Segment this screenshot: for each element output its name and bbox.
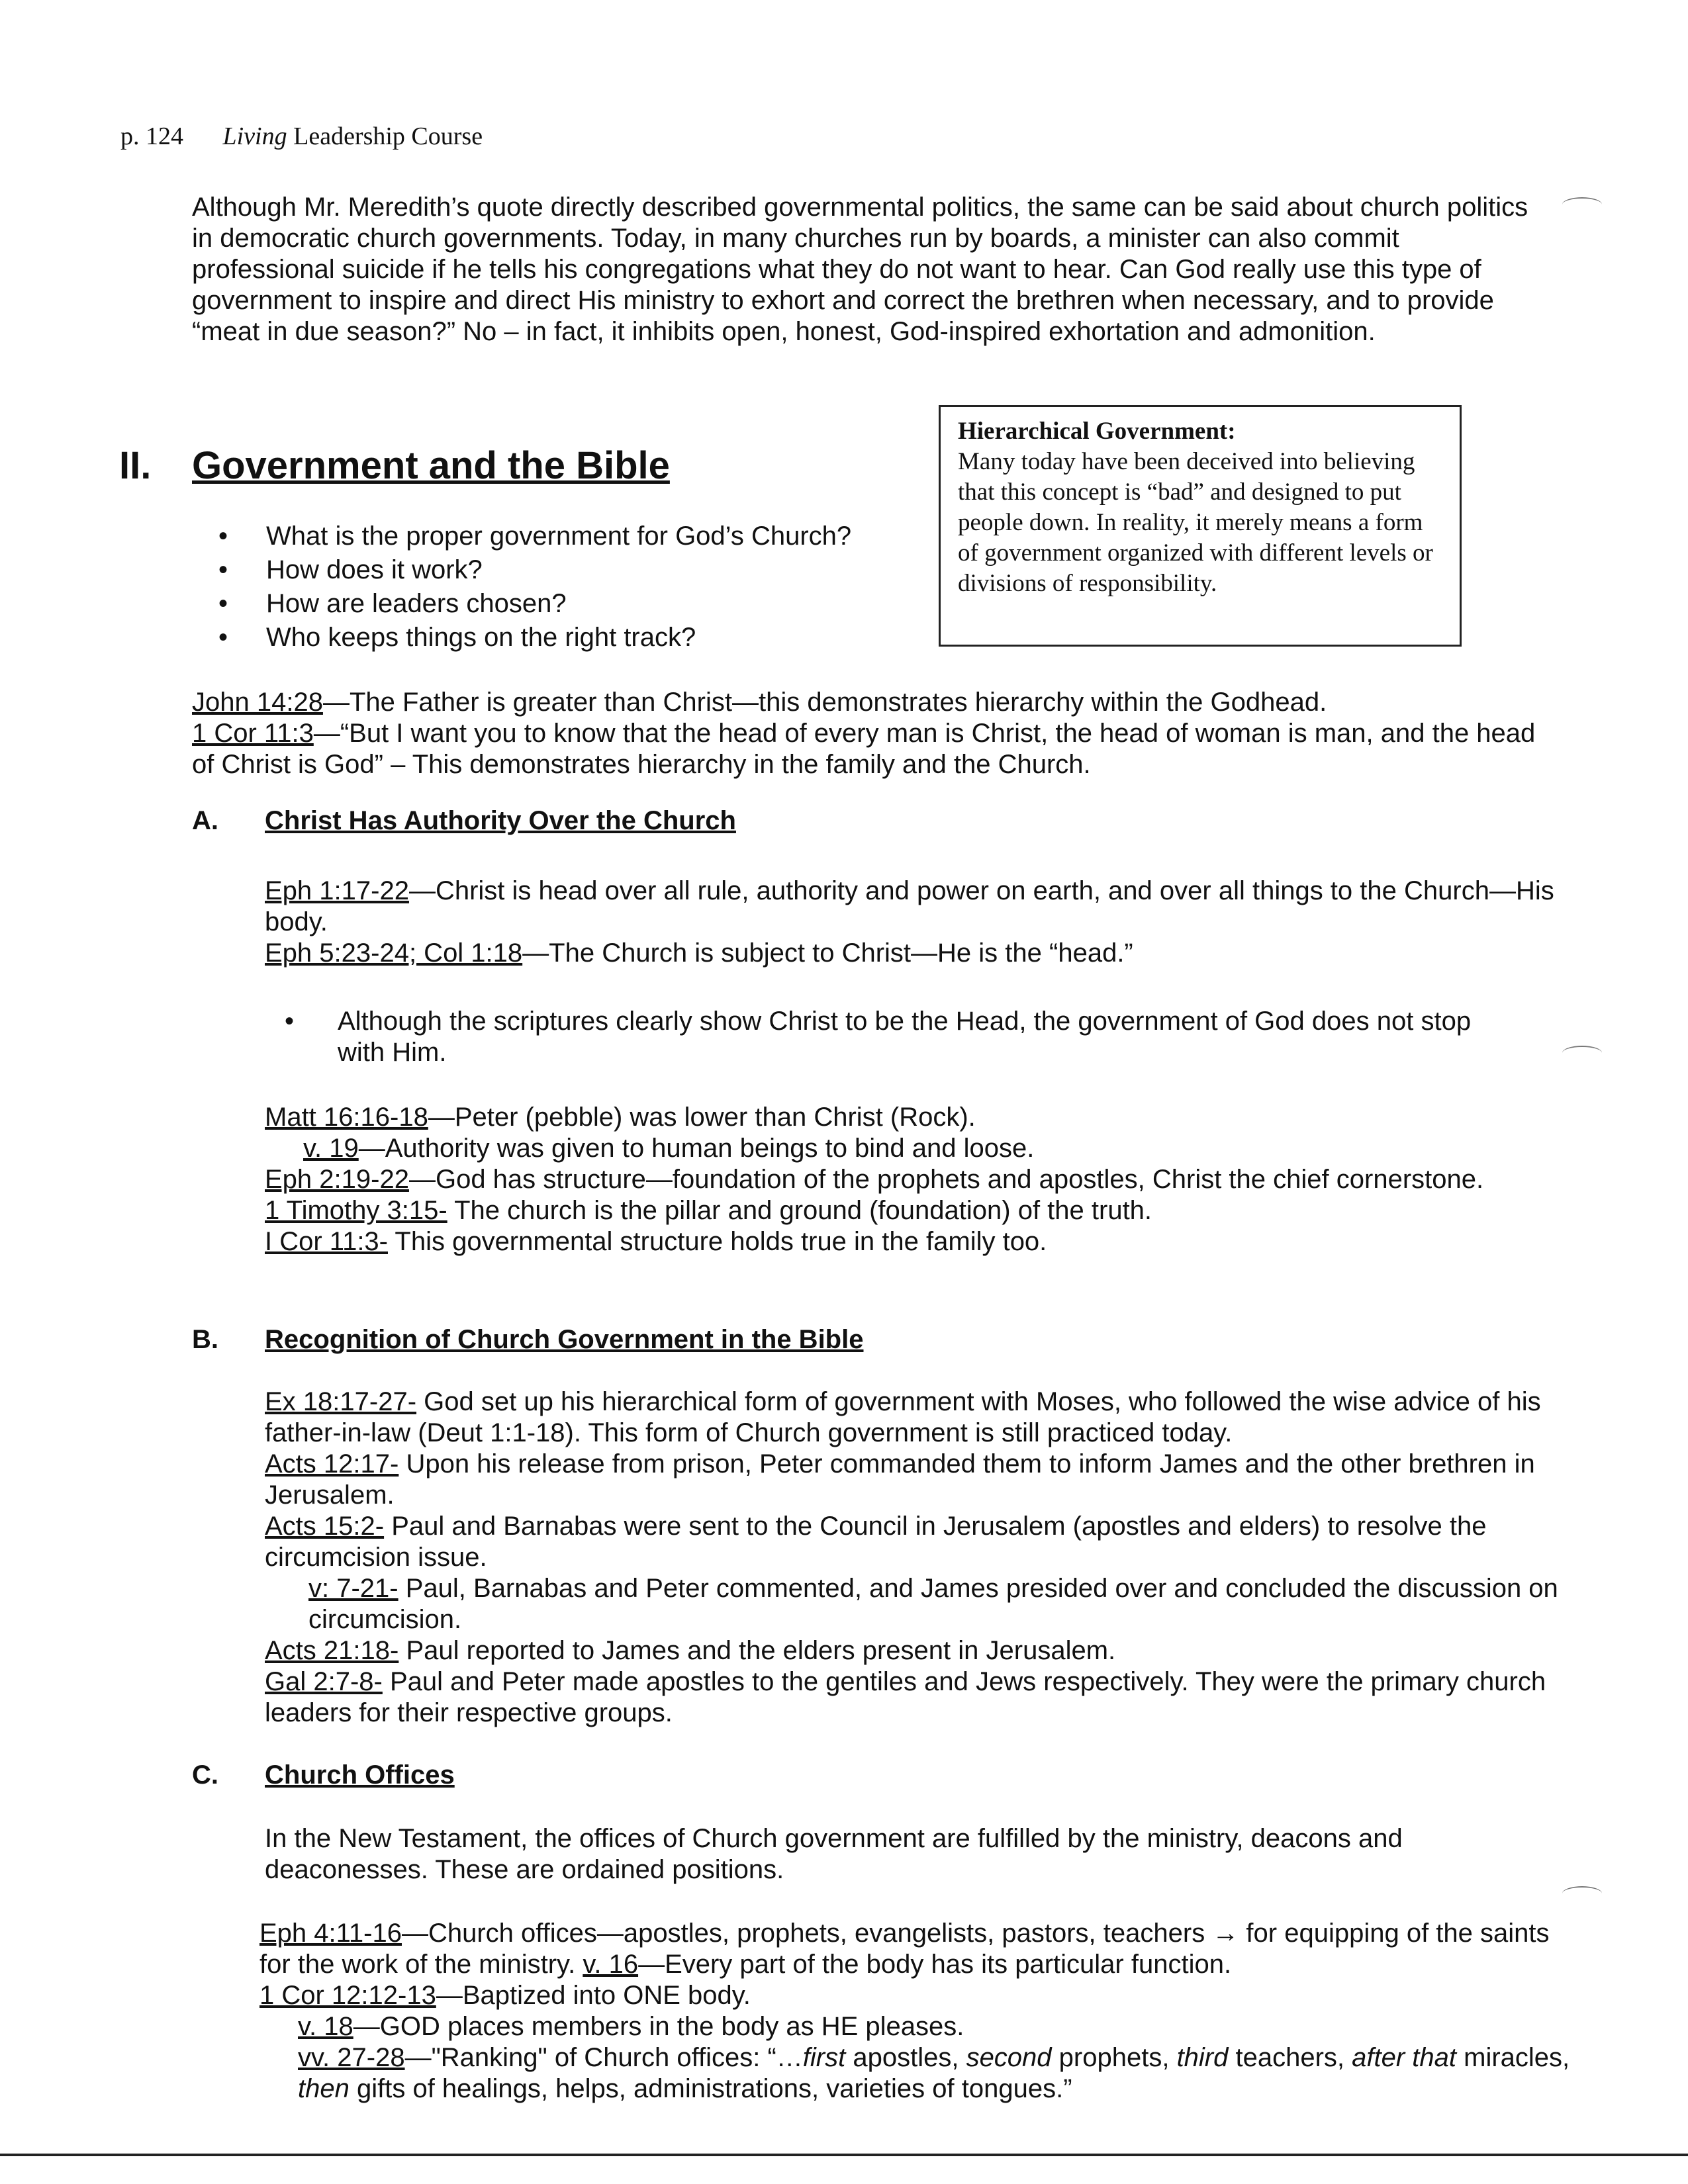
scripture-reference: 1 Cor 12:12-13 <box>259 1981 436 2010</box>
reference-text: miracles, <box>1456 2043 1570 2072</box>
reference-text: Upon his release from prison, Peter commanded them to inform James and the other brethren in Jerusalem. <box>265 1449 1535 1510</box>
godhead-references <box>192 687 1549 780</box>
question-item: • How are leaders chosen? <box>218 587 851 621</box>
scripture-reference: Acts 21:18- <box>265 1636 399 1665</box>
reference-line <box>259 2011 1570 2042</box>
scripture-reference: Acts 15:2- <box>265 1512 385 1541</box>
reference-text: gifts of healings, helps, administrations, varieties of tongues.” <box>349 2074 1072 2103</box>
reference-line <box>259 1980 1570 2011</box>
reference-text: —"Ranking" of Church offices: “… <box>404 2043 803 2072</box>
reference-text: Paul and Peter made apostles to the gentiles and Jews respectively. They were the primary church leaders for their respective groups. <box>265 1667 1546 1727</box>
emphasis-text: after that <box>1352 2043 1457 2072</box>
reference-text: —God has structure—foundation of the prophets and apostles, Christ the chief cornerstone. <box>408 1165 1484 1194</box>
section-number: II. <box>119 444 152 487</box>
reference-line <box>265 1387 1562 1449</box>
binding-hole-mark <box>1562 197 1602 212</box>
reference-line <box>265 1195 1562 1226</box>
reference-text: —Authority was given to human beings to bind and loose. <box>358 1134 1035 1163</box>
reference-line <box>259 2042 1570 2105</box>
reference-text: Paul reported to James and the elders present in Jerusalem. <box>399 1636 1116 1665</box>
emphasis-text: first <box>802 2043 846 2072</box>
subsection-c-intro: In the New Testament, the offices of Church government are fulfilled by the ministry, deacons and deaconesses. These are ordained positions. <box>265 1824 1403 1884</box>
binding-hole-mark <box>1562 1886 1602 1901</box>
subsection-a-bullet <box>285 1006 1496 1068</box>
reference-text: apostles, <box>845 2043 966 2072</box>
scripture-reference: Eph 5:23-24; Col 1:18 <box>265 938 523 968</box>
reference-text: —The Father is greater than Christ—this demonstrates hierarchy within the Godhead. <box>322 688 1327 717</box>
arrow-icon: → <box>1212 1919 1239 1948</box>
question-list <box>218 520 851 655</box>
page-bottom-rule <box>0 2154 1688 2156</box>
scripture-reference: 1 Cor 11:3 <box>192 719 314 748</box>
reference-text: God set up his hierarchical form of government with Moses, who followed the wise advice of his father-in-law (Deut 1:1-18). This form of Church government is still practiced today. <box>265 1387 1541 1447</box>
reference-text: The church is the pillar and ground (foundation) of the truth. <box>447 1196 1152 1225</box>
reference-text: —Peter (pebble) was lower than Christ (Rock). <box>428 1103 976 1132</box>
course-title-rest: Leadership Course <box>287 122 483 150</box>
subsection-a-letter: A. <box>192 806 218 835</box>
reference-text: —Church offices—apostles, prophets, evangelists, pastors, teachers <box>401 1919 1213 1948</box>
subsection-c-letter: C. <box>192 1760 218 1790</box>
scripture-reference: vv. 27-28 <box>298 2043 405 2072</box>
reference-line <box>259 1918 1570 1980</box>
reference-text: Paul and Barnabas were sent to the Council in Jerusalem (apostles and elders) to resolve the circumcision issue. <box>265 1512 1487 1572</box>
scripture-reference: Matt 16:16-18 <box>265 1103 428 1132</box>
scripture-reference: Eph 2:19-22 <box>265 1165 409 1194</box>
reference-line <box>192 687 1549 718</box>
reference-text: This governmental structure holds true in the family too. <box>388 1227 1047 1256</box>
scripture-reference: Ex 18:17-27- <box>265 1387 417 1416</box>
reference-text: Paul, Barnabas and Peter commented, and James presided over and concluded the discussion on circumcision. <box>308 1574 1558 1634</box>
scripture-reference: v. 16 <box>583 1950 639 1979</box>
reference-text: teachers, <box>1228 2043 1352 2072</box>
reference-text: —Christ is head over all rule, authority and power on earth, and over all things to the Church—His body. <box>265 876 1554 936</box>
emphasis-text: second <box>966 2043 1052 2072</box>
reference-line <box>265 1449 1562 1511</box>
bullet-text: Although the scriptures clearly show Christ to be the Head, the government of God does not stop with Him. <box>338 1007 1472 1067</box>
scripture-reference: v. 19 <box>303 1134 359 1163</box>
reference-text: prophets, <box>1051 2043 1177 2072</box>
scripture-reference: Acts 12:17- <box>265 1449 399 1479</box>
scripture-reference: v: 7-21- <box>308 1574 399 1603</box>
reference-line <box>265 1164 1562 1195</box>
subsection-a-references-2 <box>265 1102 1562 1257</box>
emphasis-text: then <box>298 2074 350 2103</box>
subsection-b-references <box>265 1387 1562 1729</box>
intro-paragraph: Although Mr. Meredith’s quote directly described governmental politics, the same can be said about church politics in democratic church governments. Today, in many churches run by boards, a minister can also commit professional suicide if he tells his congregations what they do not want to hear. Can God really use this type of government to inspire and direct His ministry to exhort and correct the brethren when necessary, and to provide “meat in due season?” No – in fact, it inhibits open, honest, God-inspired exhortation and admonition. <box>192 193 1528 346</box>
reference-text: —The Church is subject to Christ—He is the “head.” <box>522 938 1133 968</box>
reference-line <box>265 938 1562 969</box>
subsection-b-letter: B. <box>192 1325 218 1354</box>
reference-line <box>192 718 1549 780</box>
reference-text: —Every part of the body has its particular function. <box>638 1950 1232 1979</box>
scripture-reference: John 14:28 <box>192 688 323 717</box>
reference-text: for equipping of the saints for the work of the ministry. <box>259 1919 1550 1979</box>
subsection-a-title: Christ Has Authority Over the Church <box>265 806 736 835</box>
scripture-reference: Gal 2:7-8- <box>265 1667 383 1696</box>
reference-line <box>265 1511 1562 1573</box>
reference-line <box>265 1102 1562 1133</box>
subsection-a-references <box>265 876 1562 969</box>
emphasis-text: third <box>1176 2043 1229 2072</box>
reference-line <box>265 1666 1562 1729</box>
section-title: Government and the Bible <box>192 444 670 487</box>
question-item: • Who keeps things on the right track? <box>218 621 851 655</box>
subsection-b-title: Recognition of Church Government in the Bible <box>265 1325 864 1354</box>
subsection-c-title: Church Offices <box>265 1760 455 1790</box>
reference-line <box>265 876 1562 938</box>
reference-line <box>265 1133 1562 1164</box>
scripture-reference: Eph 4:11-16 <box>259 1919 402 1948</box>
binding-hole-mark <box>1562 1046 1602 1060</box>
page-number: p. 124 <box>120 122 183 150</box>
question-item: • How does it work? <box>218 553 851 587</box>
question-item: • What is the proper government for God’s Church? <box>218 520 851 553</box>
scripture-reference: 1 Timothy 3:15- <box>265 1196 447 1225</box>
page-header <box>120 122 483 151</box>
reference-text: —“But I want you to know that the head of every man is Christ, the head of woman is man, and the head of Christ is God” – This demonstrates hierarchy in the family and the Church. <box>192 719 1536 779</box>
reference-text: —GOD places members in the body as HE pleases. <box>353 2012 964 2041</box>
reference-text: —Baptized into ONE body. <box>436 1981 751 2010</box>
subsection-c-references <box>259 1918 1570 2105</box>
reference-line <box>265 1635 1562 1666</box>
sidebar-box <box>939 405 1462 647</box>
scripture-reference: I Cor 11:3- <box>265 1227 388 1256</box>
sidebar-heading: Hierarchical Government: <box>958 418 1236 445</box>
scripture-reference: Eph 1:17-22 <box>265 876 409 905</box>
scripture-reference: v. 18 <box>298 2012 353 2041</box>
reference-line <box>265 1226 1562 1257</box>
sidebar-text: Many today have been deceived into believing that this concept is “bad” and designed to put people down. In reality, it merely means a form of government organized with different levels or divisions of responsibility. <box>958 448 1433 597</box>
course-title-italic: Living <box>222 122 287 150</box>
reference-line <box>265 1573 1562 1635</box>
